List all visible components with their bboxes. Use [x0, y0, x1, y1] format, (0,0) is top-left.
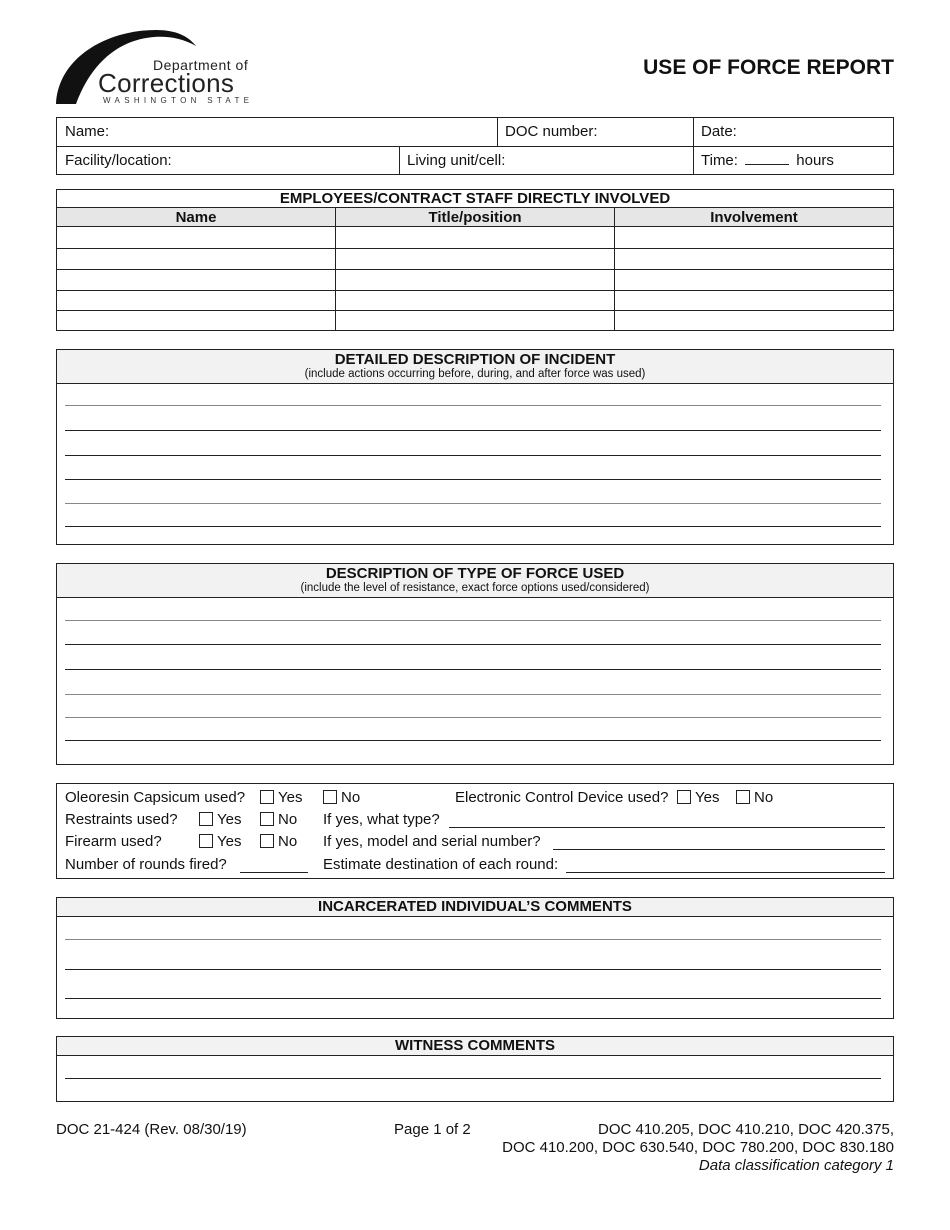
incarcerated-comments-title: INCARCERATED INDIVIDUAL’S COMMENTS: [318, 898, 632, 915]
restraints-type-blank[interactable]: [449, 827, 885, 828]
time-blank[interactable]: [745, 153, 789, 165]
restraints-yes-option[interactable]: Yes: [199, 811, 241, 828]
firearm-no-checkbox[interactable]: [260, 834, 274, 848]
form-id: DOC 21-424 (Rev. 08/30/19): [56, 1121, 247, 1138]
date-label: Date:: [701, 123, 737, 140]
page-number: Page 1 of 2: [394, 1121, 471, 1138]
doc-number-field[interactable]: [505, 123, 598, 140]
table-row[interactable]: [57, 291, 893, 310]
staff-col-name: Name: [175, 209, 217, 226]
identity-section: [56, 117, 894, 175]
oc-no-option[interactable]: No: [323, 789, 360, 806]
staff-table-title: EMPLOYEES/CONTRACT STAFF DIRECTLY INVOLVED: [57, 190, 893, 208]
table-row[interactable]: [57, 228, 893, 248]
facility-label: Facility/location:: [65, 152, 172, 169]
firearm-serial-blank[interactable]: [553, 849, 885, 850]
logo-line3: WASHINGTON STATE: [103, 96, 254, 105]
witness-comments-header: [57, 1037, 893, 1056]
ecd-yes-checkbox[interactable]: [677, 790, 691, 804]
round-destination-label: Estimate destination of each round:: [323, 856, 559, 873]
rounds-fired-label: Number of rounds fired?: [65, 856, 227, 873]
oc-yes-option[interactable]: Yes: [260, 789, 302, 806]
ecd-no-option[interactable]: No: [736, 789, 773, 806]
restraints-used-label: Restraints used?: [65, 811, 178, 828]
restraints-yes-checkbox[interactable]: [199, 812, 213, 826]
incarcerated-comments-section: [56, 897, 894, 1019]
incarcerated-comments-header: [57, 898, 893, 917]
questions-section: [56, 783, 894, 879]
oc-yes-checkbox[interactable]: [260, 790, 274, 804]
oc-no-checkbox[interactable]: [323, 790, 337, 804]
policy-refs-line1: DOC 410.205, DOC 410.210, DOC 420.375,: [597, 1121, 894, 1138]
incident-subtitle: (include actions occurring before, during, and after force was used): [304, 368, 646, 380]
living-unit-label: Living unit/cell:: [407, 152, 506, 169]
data-classification: Data classification category 1: [698, 1157, 894, 1174]
ecd-no-checkbox[interactable]: [736, 790, 750, 804]
incident-section: [56, 349, 894, 545]
incident-header: [57, 350, 893, 384]
force-text-area[interactable]: [57, 598, 893, 764]
time-field[interactable]: [701, 152, 834, 169]
name-field[interactable]: [65, 123, 109, 140]
time-suffix: hours: [796, 152, 834, 169]
witness-comments-title: WITNESS COMMENTS: [395, 1037, 555, 1054]
restraints-no-checkbox[interactable]: [260, 812, 274, 826]
date-field[interactable]: [701, 123, 737, 140]
restraints-type-label: If yes, what type?: [323, 811, 440, 828]
force-subtitle: (include the level of resistance, exact force options used/considered): [300, 582, 650, 594]
incident-title: DETAILED DESCRIPTION OF INCIDENT: [334, 351, 616, 368]
round-destination-blank[interactable]: [566, 872, 885, 873]
doc-logo: [56, 28, 254, 108]
witness-comments-area[interactable]: [57, 1056, 893, 1101]
force-section: [56, 563, 894, 765]
logo-line1: Department of: [153, 57, 249, 73]
force-title: DESCRIPTION OF TYPE OF FORCE USED: [325, 565, 625, 582]
table-row[interactable]: [57, 270, 893, 290]
oc-used-label: Oleoresin Capsicum used?: [65, 789, 246, 806]
time-label: Time:: [701, 152, 738, 169]
firearm-yes-checkbox[interactable]: [199, 834, 213, 848]
facility-field[interactable]: [65, 152, 172, 169]
table-row[interactable]: [57, 249, 893, 269]
ecd-used-label: Electronic Control Device used?: [455, 789, 669, 806]
name-label: Name:: [65, 123, 110, 140]
staff-table: [56, 189, 894, 331]
firearm-no-option[interactable]: No: [260, 833, 297, 850]
logo-line2: Corrections: [98, 68, 235, 98]
rounds-fired-blank[interactable]: [240, 872, 308, 873]
doc-number-label: DOC number:: [505, 123, 598, 140]
force-header: [57, 564, 893, 598]
restraints-no-option[interactable]: No: [260, 811, 297, 828]
table-row[interactable]: [57, 311, 893, 331]
firearm-yes-option[interactable]: Yes: [199, 833, 241, 850]
living-unit-field[interactable]: [407, 152, 505, 169]
incarcerated-comments-area[interactable]: [57, 917, 893, 1018]
policy-refs-line2: DOC 410.200, DOC 630.540, DOC 780.200, DOC 830.180: [502, 1139, 894, 1156]
page-title: USE OF FORCE REPORT: [643, 56, 894, 79]
staff-col-title: Title/position: [428, 209, 522, 226]
witness-comments-section: [56, 1036, 894, 1102]
firearm-used-label: Firearm used?: [65, 833, 162, 850]
firearm-serial-label: If yes, model and serial number?: [323, 833, 541, 850]
staff-col-involvement: Involvement: [710, 209, 798, 226]
incident-text-area[interactable]: [57, 384, 893, 544]
ecd-yes-option[interactable]: Yes: [677, 789, 719, 806]
